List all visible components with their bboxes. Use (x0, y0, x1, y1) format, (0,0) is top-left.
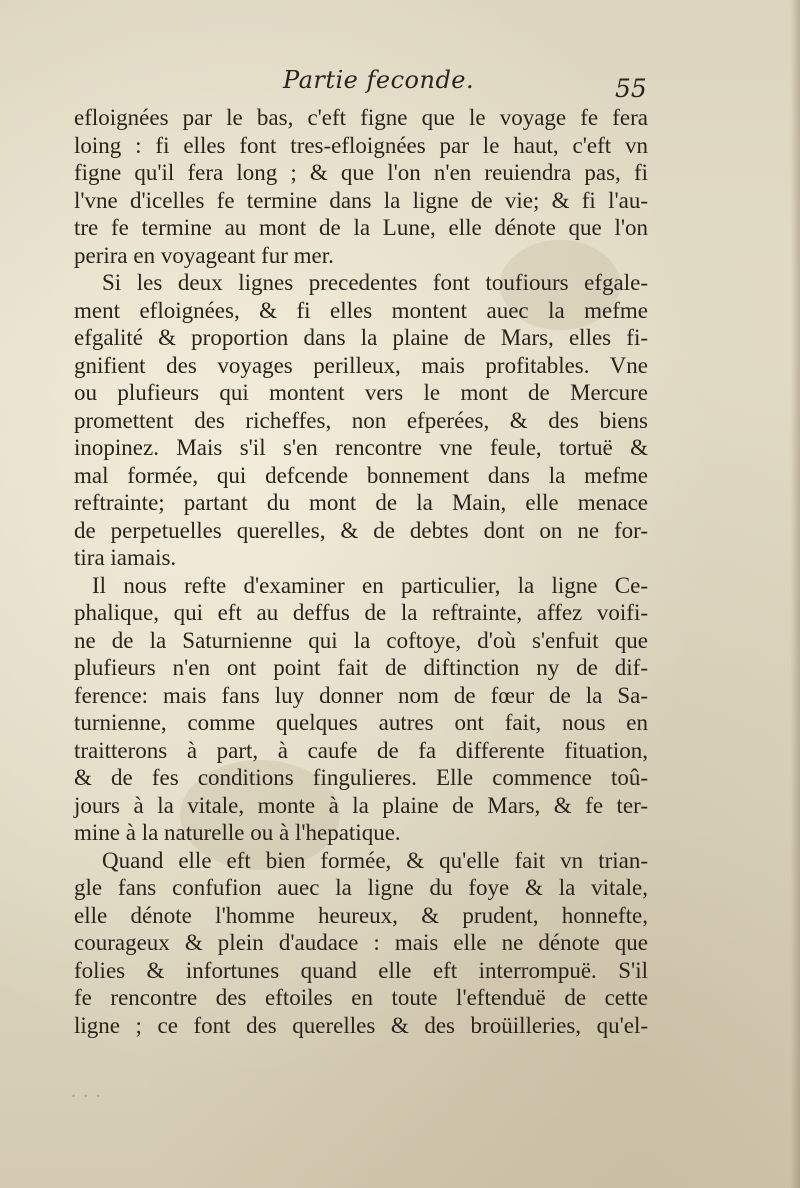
text-line: gnifient des voyages perilleux, mais profitables. Vne (74, 352, 648, 378)
page-number: 55 (615, 74, 647, 103)
text-line: courageux & plein d'audace : mais elle ne dénote que (74, 930, 648, 955)
text-line: ne de la Saturnienne qui la coftoye, d'où s'enfuit que (74, 627, 648, 653)
show-through-ink: · · · (70, 1084, 102, 1108)
text-line: perira en voyageant fur mer. (74, 242, 334, 268)
text-line: fe rencontre des eftoiles en toute l'eftenduë de cette (74, 985, 648, 1010)
text-line: Quand elle eft bien formée, & qu'elle fait vn trian- (102, 847, 648, 873)
text-line: promettent des richeffes, non efperées, & des biens (74, 407, 648, 433)
text-line: tre fe termine au mont de la Lune, elle dénote que l'on (74, 215, 648, 240)
text-line: gle fans confufion auec la ligne du foye & la vitale, (74, 875, 648, 900)
text-line: ou plufieurs qui montent vers le mont de Mercure (74, 380, 648, 405)
text-line: efloignées par le bas, c'eft figne que le voyage fe fera (74, 105, 648, 130)
text-line: mine à la naturelle ou à l'hepatique. (74, 820, 401, 845)
page-edge-shadow (790, 0, 800, 1188)
text-line: l'vne d'icelles fe termine dans la ligne de vie; & fi l'au- (74, 187, 648, 213)
text-line: jours à la vitale, monte à la plaine de Mars, & fe ter- (74, 792, 648, 818)
text-line: mal formée, qui defcende bonnement dans la mefme (74, 462, 648, 488)
text-line: folies & infortunes quand elle eft interrompuë. S'il (74, 957, 648, 983)
text-line: de perpetuelles querelles, & de debtes dont on ne for- (74, 517, 648, 543)
text-line: ment efloignées, & fi elles montent auec la mefme (74, 297, 648, 323)
body-text (74, 104, 648, 1039)
text-line: phalique, qui eft au deffus de la reftrainte, affez voifi- (74, 600, 648, 625)
text-line: figne qu'il fera long ; & que l'on n'en reuiendra pas, fi (74, 160, 648, 185)
text-line: inopinez. Mais s'il s'en rencontre vne feule, tortuë & (74, 435, 648, 460)
running-head: Partie feconde. (283, 66, 475, 94)
text-line: efgalité & proportion dans la plaine de Mars, elles fi- (74, 325, 648, 350)
text-line: ference: mais fans luy donner nom de fœur de la Sa- (74, 682, 648, 708)
text-line: Si les deux lignes precedentes font toufiours efgale- (102, 270, 648, 295)
text-line: reftrainte; partant du mont de la Main, elle menace (74, 490, 648, 515)
text-line: traitterons à part, à caufe de fa differente fituation, (74, 737, 648, 763)
text-line: plufieurs n'en ont point fait de diftinction ny de dif- (74, 655, 648, 680)
text-line: turnienne, comme quelques autres ont fait, nous en (74, 710, 648, 735)
text-line: tira iamais. (74, 545, 177, 570)
text-line: Il nous refte d'examiner en particulier, la ligne Ce- (92, 572, 648, 598)
text-line: ligne ; ce font des querelles & des broüilleries, qu'el- (74, 1012, 648, 1038)
text-line: loing : fi elles font tres-efloignées par le haut, c'eft vn (74, 132, 648, 158)
text-line: elle dénote l'homme heureux, & prudent, honnefte, (74, 902, 648, 928)
text-line: & de fes conditions fingulieres. Elle commence toû- (74, 765, 648, 790)
